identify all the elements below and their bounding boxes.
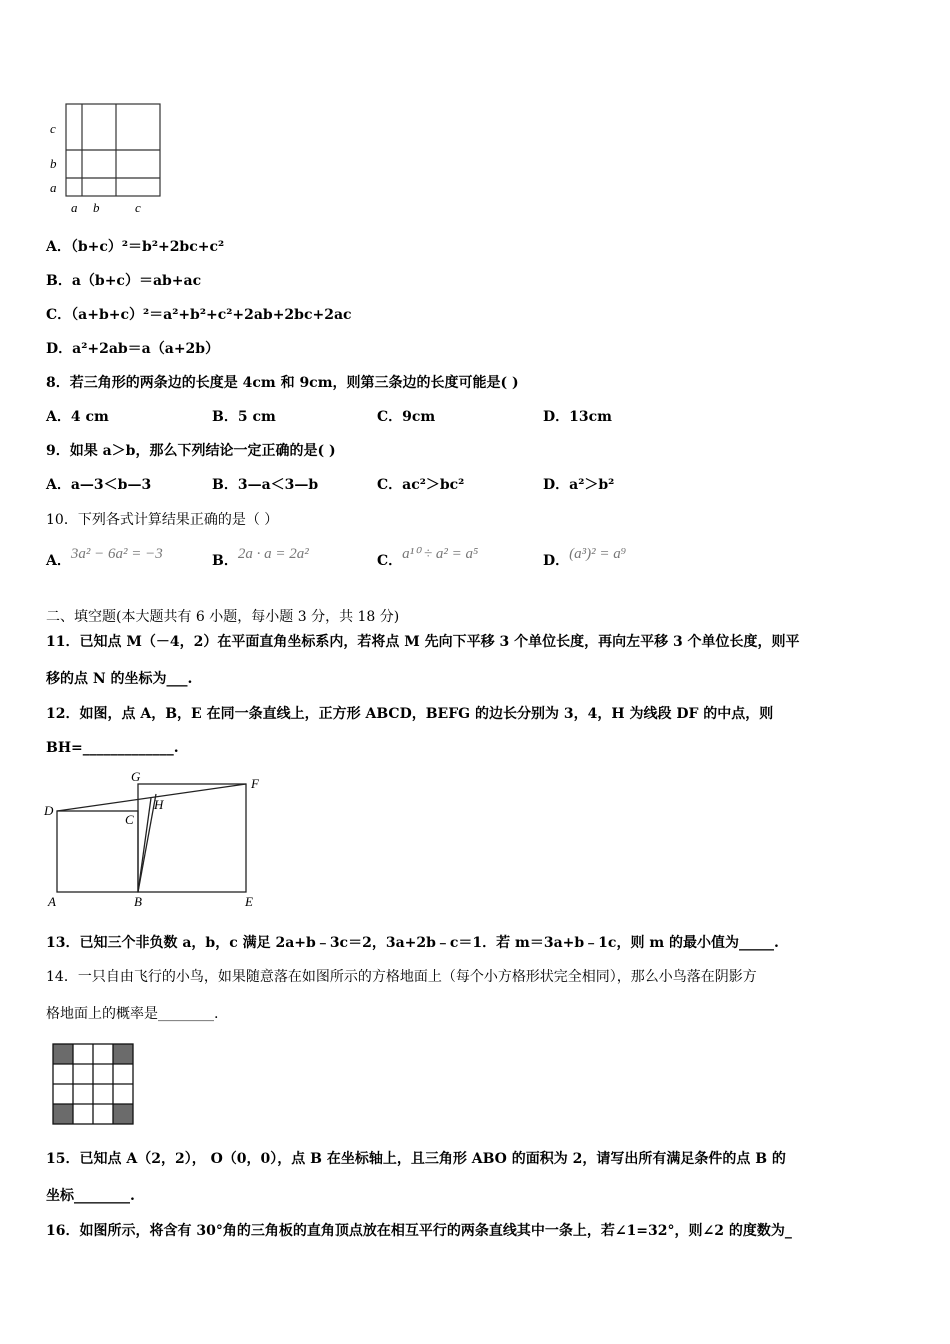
q9-option-d: D．a²＞b² (543, 477, 615, 493)
q16: 16．如图所示，将含有 30°角的三角板的直角顶点放在相互平行的两条直线其中一条上，若∠1=32°，则∠2 的度数为_ (46, 1223, 792, 1239)
q9-option-c: C．ac²＞bc² (377, 477, 465, 493)
q12-line1: 12．如图，点 A，B，E 在同一条直线上，正方形 ABCD，BEFG 的边长分别为 3，4，H 为线段 DF 的中点，则 (46, 706, 774, 722)
q8-option-a: A．4 cm (46, 409, 109, 425)
q8-option-b: B．5 cm (212, 409, 276, 425)
label-b: B (134, 894, 142, 909)
q8-option-c: C．9cm (377, 409, 436, 425)
q15-line1: 15．已知点 A（2，2）， O（0，0），点 B 在坐标轴上，且三角形 ABO 的面积为 2，请写出所有满足条件的点 B 的 (46, 1151, 786, 1167)
q10-c-letter: C． (377, 553, 403, 569)
q7-option-a: A．（b+c）²＝b²+2bc+c² (46, 239, 225, 255)
grid-figure (52, 1043, 136, 1127)
q14-line1: 14．一只自由飞行的小鸟，如果随意落在如图所示的方格地面上（每个小方格形状完全相同），那么小鸟落在阴影方 (46, 969, 757, 985)
q10-option-b (212, 546, 309, 570)
label-b: b (50, 156, 57, 171)
q10-option-d (543, 546, 626, 570)
label-h: H (154, 797, 164, 812)
q10-d-expr: (a³)² = a⁹ (569, 546, 626, 562)
squares-figure (40, 766, 272, 912)
q14-line2: 格地面上的概率是________. (46, 1006, 219, 1022)
q10-a-expr: 3a² − 6a² = −3 (70, 546, 163, 562)
q10-b-expr: 2a · a = 2a² (237, 546, 309, 562)
q8-stem: 8．若三角形的两条边的长度是 4cm 和 9cm，则第三条边的长度可能是( ) (46, 375, 519, 391)
label-xb: b (93, 200, 100, 215)
q7-option-b: B．a（b+c）＝ab+ac (46, 273, 202, 289)
q12-line2: BH=_____________. (46, 740, 179, 756)
label-a: a (50, 180, 57, 195)
section-2-heading: 二、填空题(本大题共有 6 小题，每小题 3 分，共 18 分) (46, 609, 400, 625)
area-model-figure (44, 98, 169, 216)
q10-d-letter: D． (543, 553, 570, 569)
q8-option-d: D．13cm (543, 409, 612, 425)
q10-stem: 10．下列各式计算结果正确的是（ ） (46, 512, 279, 528)
label-f: F (251, 776, 259, 791)
label-a: A (48, 894, 56, 909)
label-c: c (50, 121, 56, 136)
label-c: C (125, 812, 134, 827)
q13: 13．已知三个非负数 a，b，c 满足 2a+b﹣3c＝2，3a+2b﹣c＝1．若 m＝3a+b﹣1c，则 m 的最小值为_____. (46, 935, 779, 951)
q9-option-a: A．a—3＜b—3 (46, 477, 152, 493)
label-d: D (44, 803, 54, 818)
q10-a-letter: A． (46, 553, 71, 569)
q10-b-letter: B． (212, 553, 238, 569)
q7-option-d: D．a²+2ab＝a（a+2b） (46, 341, 220, 357)
q10-option-c (377, 546, 479, 570)
q9-option-b: B．3—a＜3—b (212, 477, 319, 493)
q11-line2: 移的点 N 的坐标为___. (46, 671, 193, 687)
q11-line1: 11．已知点 M（－4，2）在平面直角坐标系内，若将点 M 先向下平移 3 个单位长度，再向左平移 3 个单位长度，则平 (46, 634, 800, 650)
label-e: E (245, 894, 253, 909)
label-g: G (131, 769, 141, 784)
q7-option-c: C．（a+b+c）²＝a²+b²+c²+2ab+2bc+2ac (46, 307, 352, 323)
q10-option-a (46, 546, 163, 570)
q15-line2: 坐标________. (46, 1188, 135, 1204)
label-xa: a (71, 200, 78, 215)
q10-c-expr: a¹⁰ ÷ a² = a⁵ (402, 546, 479, 562)
label-xc: c (135, 200, 141, 215)
q9-stem: 9．如果 a＞b，那么下列结论一定正确的是( ) (46, 443, 336, 459)
